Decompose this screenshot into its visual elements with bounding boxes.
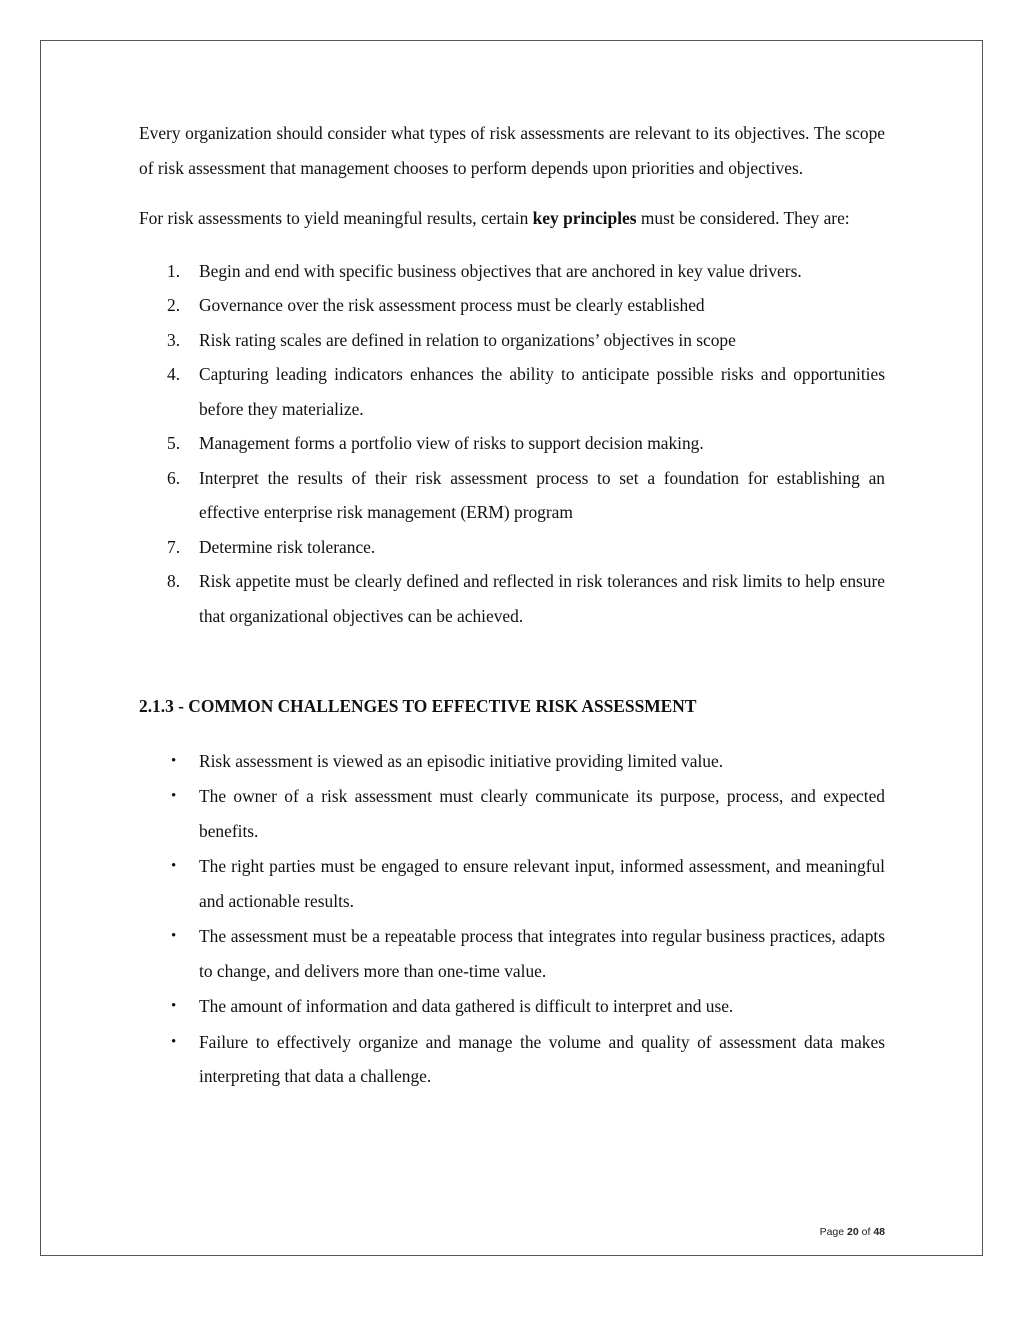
principles-lead-after: must be considered. They are:	[636, 208, 850, 228]
principle-text: Risk appetite must be clearly defined and reflected in risk tolerances and risk limits to help ensure that organizational objectives can be achieved.	[199, 571, 885, 626]
intro-paragraph: Every organization should consider what types of risk assessments are relevant to its objectives. The scope of risk assessment that management chooses to perform depends upon priorities and objectives.	[139, 123, 885, 178]
principle-number: 6.	[167, 467, 181, 488]
principles-list	[139, 254, 885, 634]
challenge-text: Risk assessment is viewed as an episodic initiative providing limited value.	[199, 750, 724, 771]
principle-item	[139, 461, 885, 530]
bullet-icon: •	[171, 1033, 177, 1050]
bullet-icon: •	[171, 928, 177, 944]
challenge-item	[139, 1025, 885, 1094]
challenge-text: The right parties must be engaged to ensure relevant input, informed assessment, and meaningful and actionable results.	[199, 856, 885, 911]
principle-text: Management forms a portfolio view of risks to support decision making.	[199, 433, 704, 453]
challenge-item	[139, 989, 885, 1024]
principle-number: 4.	[167, 364, 181, 384]
challenge-item	[139, 779, 885, 848]
section-heading: 2.1.3 - COMMON CHALLENGES TO EFFECTIVE RISK ASSESSMENT	[139, 696, 697, 716]
current-page-number: 20	[847, 1226, 859, 1238]
principle-number: 1.	[167, 260, 181, 281]
principle-number: 5.	[167, 433, 181, 453]
challenge-text: The amount of information and data gathered is difficult to interpret and use.	[199, 996, 734, 1016]
challenge-item	[139, 744, 885, 779]
principle-item	[139, 357, 885, 426]
principle-item	[139, 564, 885, 633]
principle-number: 7.	[167, 536, 181, 557]
total-page-count: 48	[873, 1226, 885, 1238]
bullet-icon: •	[171, 998, 177, 1014]
challenge-text: The assessment must be a repeatable process that integrates into regular business practices, adapts to change, and delivers more than one-time value.	[199, 926, 885, 981]
principle-text: Interpret the results of their risk assessment process to set a foundation for establishing an effective enterprise risk management (ERM) program	[199, 467, 885, 522]
of-label: of	[858, 1226, 874, 1238]
principle-number: 2.	[167, 295, 181, 315]
principle-item	[139, 323, 885, 358]
bullet-icon: •	[171, 788, 177, 804]
principle-text: Capturing leading indicators enhances the ability to anticipate possible risks and opportunities before they materialize.	[199, 364, 885, 419]
challenge-item	[139, 849, 885, 918]
principles-lead-paragraph	[139, 201, 885, 236]
principle-item	[139, 530, 885, 565]
principle-text: Begin and end with specific business objectives that are anchored in key value drivers.	[199, 260, 802, 281]
document-body	[139, 116, 885, 1095]
page-number-footer	[820, 1226, 885, 1238]
principles-lead-before: For risk assessments to yield meaningful results, certain	[139, 208, 533, 228]
principle-text: Governance over the risk assessment process must be clearly established	[199, 295, 705, 315]
principle-item	[139, 254, 885, 289]
challenge-text: Failure to effectively organize and manage the volume and quality of assessment data makes interpreting that data a challenge.	[199, 1031, 885, 1086]
challenge-text: The owner of a risk assessment must clearly communicate its purpose, process, and expected benefits.	[199, 786, 885, 841]
principle-number: 8.	[167, 571, 181, 591]
principles-lead-bold: key principles	[532, 208, 637, 228]
principle-item	[139, 288, 885, 323]
challenges-list	[139, 744, 885, 1094]
challenge-item	[139, 919, 885, 988]
principle-text: Determine risk tolerance.	[199, 536, 376, 557]
page-label: Page	[819, 1226, 848, 1238]
principle-text: Risk rating scales are defined in relation to organizations’ objectives in scope	[199, 329, 736, 350]
principle-number: 3.	[167, 329, 181, 350]
bullet-icon: •	[171, 858, 177, 874]
bullet-icon: •	[171, 752, 177, 769]
principle-item	[139, 426, 885, 461]
